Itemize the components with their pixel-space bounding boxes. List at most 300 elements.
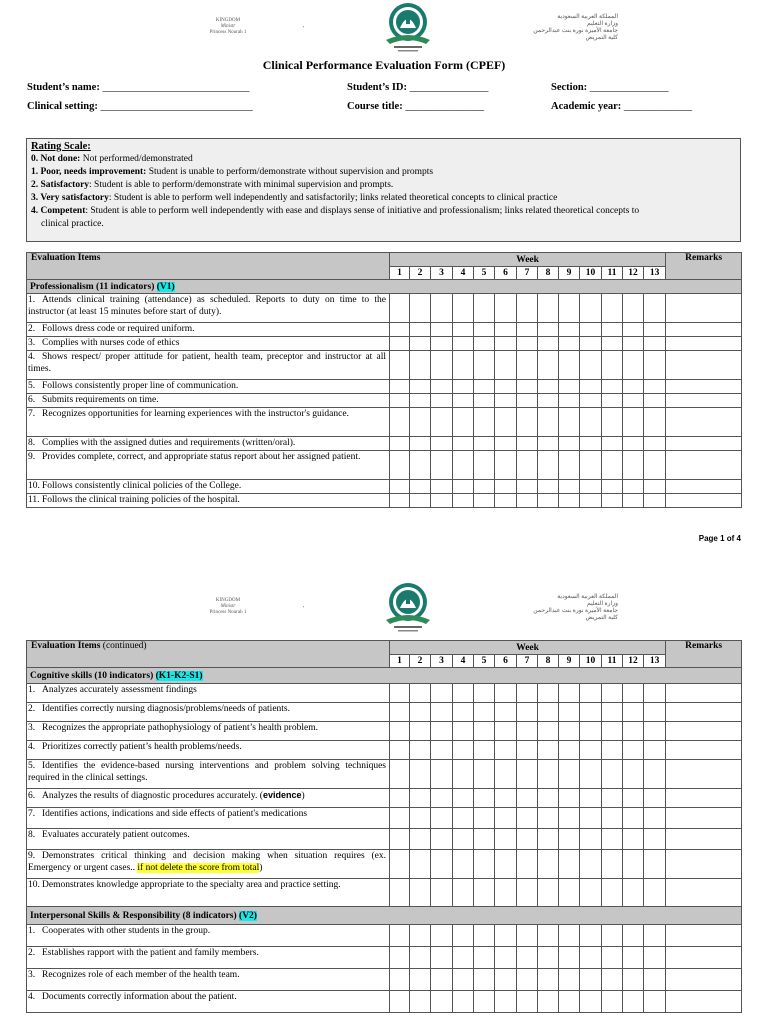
week-score-cell[interactable] <box>431 850 453 879</box>
week-score-cell[interactable] <box>517 947 538 969</box>
week-score-cell[interactable] <box>474 925 495 947</box>
week-score-cell[interactable] <box>644 323 666 337</box>
week-score-cell[interactable] <box>431 451 453 480</box>
week-score-cell[interactable] <box>410 684 431 703</box>
week-score-cell[interactable] <box>390 494 410 508</box>
week-score-cell[interactable] <box>453 408 474 437</box>
week-score-cell[interactable] <box>580 323 602 337</box>
week-score-cell[interactable] <box>538 991 559 1013</box>
week-score-cell[interactable] <box>453 394 474 408</box>
week-score-cell[interactable] <box>559 789 580 808</box>
week-score-cell[interactable] <box>517 829 538 850</box>
week-score-cell[interactable] <box>495 808 517 829</box>
week-score-cell[interactable] <box>453 337 474 351</box>
week-score-cell[interactable] <box>623 380 644 394</box>
week-score-cell[interactable] <box>410 494 431 508</box>
week-score-cell[interactable] <box>410 394 431 408</box>
week-score-cell[interactable] <box>431 722 453 741</box>
week-score-cell[interactable] <box>431 437 453 451</box>
week-score-cell[interactable] <box>410 323 431 337</box>
week-score-cell[interactable] <box>431 829 453 850</box>
week-score-cell[interactable] <box>580 969 602 991</box>
week-score-cell[interactable] <box>495 879 517 907</box>
week-score-cell[interactable] <box>474 760 495 789</box>
remarks-cell[interactable] <box>666 722 742 741</box>
week-score-cell[interactable] <box>517 480 538 494</box>
week-score-cell[interactable] <box>390 703 410 722</box>
week-score-cell[interactable] <box>410 294 431 323</box>
week-score-cell[interactable] <box>390 829 410 850</box>
week-score-cell[interactable] <box>538 494 559 508</box>
week-score-cell[interactable] <box>410 437 431 451</box>
student-id-field[interactable] <box>347 82 488 93</box>
week-score-cell[interactable] <box>580 879 602 907</box>
week-score-cell[interactable] <box>474 969 495 991</box>
week-score-cell[interactable] <box>495 323 517 337</box>
week-score-cell[interactable] <box>602 879 623 907</box>
week-score-cell[interactable] <box>390 684 410 703</box>
week-score-cell[interactable] <box>474 480 495 494</box>
week-score-cell[interactable] <box>538 741 559 760</box>
week-score-cell[interactable] <box>431 741 453 760</box>
week-score-cell[interactable] <box>580 380 602 394</box>
week-score-cell[interactable] <box>644 925 666 947</box>
remarks-cell[interactable] <box>666 323 742 337</box>
remarks-cell[interactable] <box>666 969 742 991</box>
week-score-cell[interactable] <box>644 451 666 480</box>
student-name-blank[interactable]: ____________________________ <box>102 82 250 93</box>
week-score-cell[interactable] <box>623 925 644 947</box>
week-score-cell[interactable] <box>474 351 495 380</box>
remarks-cell[interactable] <box>666 991 742 1013</box>
week-score-cell[interactable] <box>517 741 538 760</box>
week-score-cell[interactable] <box>431 947 453 969</box>
week-score-cell[interactable] <box>644 947 666 969</box>
week-score-cell[interactable] <box>623 351 644 380</box>
week-score-cell[interactable] <box>644 408 666 437</box>
week-score-cell[interactable] <box>644 829 666 850</box>
week-score-cell[interactable] <box>495 741 517 760</box>
week-score-cell[interactable] <box>453 380 474 394</box>
remarks-cell[interactable] <box>666 703 742 722</box>
week-score-cell[interactable] <box>453 925 474 947</box>
week-score-cell[interactable] <box>580 760 602 789</box>
week-score-cell[interactable] <box>644 722 666 741</box>
week-score-cell[interactable] <box>431 351 453 380</box>
week-score-cell[interactable] <box>644 480 666 494</box>
week-score-cell[interactable] <box>538 789 559 808</box>
week-score-cell[interactable] <box>538 408 559 437</box>
week-score-cell[interactable] <box>623 294 644 323</box>
week-score-cell[interactable] <box>644 760 666 789</box>
week-score-cell[interactable] <box>431 294 453 323</box>
week-score-cell[interactable] <box>410 760 431 789</box>
week-score-cell[interactable] <box>390 451 410 480</box>
week-score-cell[interactable] <box>580 294 602 323</box>
week-score-cell[interactable] <box>517 451 538 480</box>
week-score-cell[interactable] <box>474 394 495 408</box>
week-score-cell[interactable] <box>474 879 495 907</box>
week-score-cell[interactable] <box>602 741 623 760</box>
week-score-cell[interactable] <box>623 969 644 991</box>
week-score-cell[interactable] <box>390 323 410 337</box>
week-score-cell[interactable] <box>453 991 474 1013</box>
week-score-cell[interactable] <box>559 991 580 1013</box>
week-score-cell[interactable] <box>538 829 559 850</box>
week-score-cell[interactable] <box>390 380 410 394</box>
week-score-cell[interactable] <box>390 925 410 947</box>
week-score-cell[interactable] <box>559 451 580 480</box>
week-score-cell[interactable] <box>559 294 580 323</box>
week-score-cell[interactable] <box>580 451 602 480</box>
week-score-cell[interactable] <box>602 925 623 947</box>
week-score-cell[interactable] <box>517 760 538 789</box>
week-score-cell[interactable] <box>623 437 644 451</box>
week-score-cell[interactable] <box>559 380 580 394</box>
week-score-cell[interactable] <box>431 480 453 494</box>
week-score-cell[interactable] <box>495 394 517 408</box>
week-score-cell[interactable] <box>644 351 666 380</box>
week-score-cell[interactable] <box>623 337 644 351</box>
week-score-cell[interactable] <box>474 991 495 1013</box>
week-score-cell[interactable] <box>453 351 474 380</box>
week-score-cell[interactable] <box>431 760 453 789</box>
week-score-cell[interactable] <box>495 925 517 947</box>
week-score-cell[interactable] <box>474 684 495 703</box>
student-id-blank[interactable]: _______________ <box>409 82 489 93</box>
week-score-cell[interactable] <box>453 494 474 508</box>
week-score-cell[interactable] <box>517 808 538 829</box>
week-score-cell[interactable] <box>410 451 431 480</box>
remarks-cell[interactable] <box>666 808 742 829</box>
remarks-cell[interactable] <box>666 760 742 789</box>
week-score-cell[interactable] <box>517 879 538 907</box>
week-score-cell[interactable] <box>474 722 495 741</box>
week-score-cell[interactable] <box>580 408 602 437</box>
week-score-cell[interactable] <box>602 722 623 741</box>
week-score-cell[interactable] <box>644 741 666 760</box>
week-score-cell[interactable] <box>390 760 410 789</box>
week-score-cell[interactable] <box>431 380 453 394</box>
week-score-cell[interactable] <box>538 323 559 337</box>
week-score-cell[interactable] <box>559 351 580 380</box>
remarks-cell[interactable] <box>666 451 742 480</box>
week-score-cell[interactable] <box>390 991 410 1013</box>
academic-year-blank[interactable]: _____________ <box>623 101 693 112</box>
week-score-cell[interactable] <box>453 451 474 480</box>
week-score-cell[interactable] <box>602 829 623 850</box>
week-score-cell[interactable] <box>623 789 644 808</box>
week-score-cell[interactable] <box>602 703 623 722</box>
week-score-cell[interactable] <box>559 741 580 760</box>
remarks-cell[interactable] <box>666 294 742 323</box>
week-score-cell[interactable] <box>474 451 495 480</box>
week-score-cell[interactable] <box>431 337 453 351</box>
academic-year-field[interactable] <box>551 101 692 112</box>
week-score-cell[interactable] <box>474 337 495 351</box>
week-score-cell[interactable] <box>474 437 495 451</box>
week-score-cell[interactable] <box>453 789 474 808</box>
week-score-cell[interactable] <box>453 684 474 703</box>
remarks-cell[interactable] <box>666 351 742 380</box>
week-score-cell[interactable] <box>644 380 666 394</box>
week-score-cell[interactable] <box>623 323 644 337</box>
week-score-cell[interactable] <box>390 437 410 451</box>
remarks-cell[interactable] <box>666 741 742 760</box>
section-blank[interactable]: _______________ <box>589 82 669 93</box>
week-score-cell[interactable] <box>431 394 453 408</box>
week-score-cell[interactable] <box>580 947 602 969</box>
week-score-cell[interactable] <box>431 991 453 1013</box>
week-score-cell[interactable] <box>453 947 474 969</box>
week-score-cell[interactable] <box>495 947 517 969</box>
week-score-cell[interactable] <box>453 879 474 907</box>
week-score-cell[interactable] <box>559 337 580 351</box>
week-score-cell[interactable] <box>538 480 559 494</box>
week-score-cell[interactable] <box>580 351 602 380</box>
week-score-cell[interactable] <box>495 789 517 808</box>
week-score-cell[interactable] <box>644 703 666 722</box>
week-score-cell[interactable] <box>580 789 602 808</box>
week-score-cell[interactable] <box>538 337 559 351</box>
week-score-cell[interactable] <box>453 850 474 879</box>
week-score-cell[interactable] <box>538 437 559 451</box>
week-score-cell[interactable] <box>623 408 644 437</box>
week-score-cell[interactable] <box>538 808 559 829</box>
week-score-cell[interactable] <box>602 323 623 337</box>
week-score-cell[interactable] <box>580 437 602 451</box>
week-score-cell[interactable] <box>644 337 666 351</box>
week-score-cell[interactable] <box>474 408 495 437</box>
week-score-cell[interactable] <box>602 480 623 494</box>
remarks-cell[interactable] <box>666 494 742 508</box>
week-score-cell[interactable] <box>495 408 517 437</box>
week-score-cell[interactable] <box>410 969 431 991</box>
week-score-cell[interactable] <box>410 879 431 907</box>
remarks-cell[interactable] <box>666 684 742 703</box>
week-score-cell[interactable] <box>495 451 517 480</box>
week-score-cell[interactable] <box>602 494 623 508</box>
week-score-cell[interactable] <box>623 394 644 408</box>
week-score-cell[interactable] <box>644 879 666 907</box>
week-score-cell[interactable] <box>644 294 666 323</box>
week-score-cell[interactable] <box>580 722 602 741</box>
week-score-cell[interactable] <box>602 451 623 480</box>
week-score-cell[interactable] <box>538 760 559 789</box>
week-score-cell[interactable] <box>410 850 431 879</box>
week-score-cell[interactable] <box>453 741 474 760</box>
clinical-setting-blank[interactable]: _____________________________ <box>100 101 253 112</box>
week-score-cell[interactable] <box>410 947 431 969</box>
week-score-cell[interactable] <box>623 829 644 850</box>
week-score-cell[interactable] <box>602 437 623 451</box>
week-score-cell[interactable] <box>517 850 538 879</box>
week-score-cell[interactable] <box>495 337 517 351</box>
week-score-cell[interactable] <box>602 684 623 703</box>
week-score-cell[interactable] <box>559 829 580 850</box>
week-score-cell[interactable] <box>559 850 580 879</box>
week-score-cell[interactable] <box>495 294 517 323</box>
week-score-cell[interactable] <box>495 380 517 394</box>
week-score-cell[interactable] <box>580 684 602 703</box>
week-score-cell[interactable] <box>559 703 580 722</box>
remarks-cell[interactable] <box>666 829 742 850</box>
week-score-cell[interactable] <box>559 947 580 969</box>
week-score-cell[interactable] <box>431 808 453 829</box>
week-score-cell[interactable] <box>431 494 453 508</box>
week-score-cell[interactable] <box>644 850 666 879</box>
week-score-cell[interactable] <box>517 294 538 323</box>
week-score-cell[interactable] <box>410 829 431 850</box>
week-score-cell[interactable] <box>644 969 666 991</box>
week-score-cell[interactable] <box>602 294 623 323</box>
remarks-cell[interactable] <box>666 850 742 879</box>
week-score-cell[interactable] <box>517 991 538 1013</box>
week-score-cell[interactable] <box>538 850 559 879</box>
week-score-cell[interactable] <box>644 808 666 829</box>
week-score-cell[interactable] <box>517 351 538 380</box>
week-score-cell[interactable] <box>559 879 580 907</box>
week-score-cell[interactable] <box>538 925 559 947</box>
week-score-cell[interactable] <box>623 722 644 741</box>
week-score-cell[interactable] <box>538 380 559 394</box>
week-score-cell[interactable] <box>580 480 602 494</box>
week-score-cell[interactable] <box>453 969 474 991</box>
week-score-cell[interactable] <box>538 294 559 323</box>
week-score-cell[interactable] <box>538 394 559 408</box>
week-score-cell[interactable] <box>580 850 602 879</box>
week-score-cell[interactable] <box>390 808 410 829</box>
week-score-cell[interactable] <box>495 829 517 850</box>
week-score-cell[interactable] <box>602 760 623 789</box>
week-score-cell[interactable] <box>410 722 431 741</box>
week-score-cell[interactable] <box>390 480 410 494</box>
week-score-cell[interactable] <box>623 947 644 969</box>
week-score-cell[interactable] <box>410 480 431 494</box>
week-score-cell[interactable] <box>474 829 495 850</box>
week-score-cell[interactable] <box>517 437 538 451</box>
week-score-cell[interactable] <box>390 850 410 879</box>
week-score-cell[interactable] <box>410 337 431 351</box>
week-score-cell[interactable] <box>580 741 602 760</box>
week-score-cell[interactable] <box>453 294 474 323</box>
week-score-cell[interactable] <box>390 394 410 408</box>
week-score-cell[interactable] <box>623 850 644 879</box>
week-score-cell[interactable] <box>495 684 517 703</box>
week-score-cell[interactable] <box>623 760 644 789</box>
week-score-cell[interactable] <box>495 494 517 508</box>
remarks-cell[interactable] <box>666 789 742 808</box>
clinical-setting-field[interactable] <box>27 101 253 112</box>
week-score-cell[interactable] <box>580 808 602 829</box>
week-score-cell[interactable] <box>644 437 666 451</box>
section-field[interactable] <box>551 82 669 93</box>
remarks-cell[interactable] <box>666 408 742 437</box>
week-score-cell[interactable] <box>517 494 538 508</box>
week-score-cell[interactable] <box>580 703 602 722</box>
week-score-cell[interactable] <box>495 760 517 789</box>
week-score-cell[interactable] <box>538 722 559 741</box>
week-score-cell[interactable] <box>390 969 410 991</box>
week-score-cell[interactable] <box>644 494 666 508</box>
week-score-cell[interactable] <box>517 722 538 741</box>
week-score-cell[interactable] <box>517 925 538 947</box>
week-score-cell[interactable] <box>559 494 580 508</box>
week-score-cell[interactable] <box>410 808 431 829</box>
week-score-cell[interactable] <box>602 969 623 991</box>
week-score-cell[interactable] <box>453 760 474 789</box>
week-score-cell[interactable] <box>495 480 517 494</box>
week-score-cell[interactable] <box>602 850 623 879</box>
week-score-cell[interactable] <box>538 351 559 380</box>
week-score-cell[interactable] <box>495 351 517 380</box>
week-score-cell[interactable] <box>538 703 559 722</box>
week-score-cell[interactable] <box>390 294 410 323</box>
week-score-cell[interactable] <box>559 408 580 437</box>
week-score-cell[interactable] <box>431 684 453 703</box>
week-score-cell[interactable] <box>517 337 538 351</box>
week-score-cell[interactable] <box>474 850 495 879</box>
week-score-cell[interactable] <box>390 879 410 907</box>
week-score-cell[interactable] <box>580 494 602 508</box>
week-score-cell[interactable] <box>453 808 474 829</box>
week-score-cell[interactable] <box>580 394 602 408</box>
week-score-cell[interactable] <box>410 703 431 722</box>
week-score-cell[interactable] <box>390 408 410 437</box>
week-score-cell[interactable] <box>453 480 474 494</box>
week-score-cell[interactable] <box>623 494 644 508</box>
week-score-cell[interactable] <box>495 991 517 1013</box>
week-score-cell[interactable] <box>602 337 623 351</box>
week-score-cell[interactable] <box>602 394 623 408</box>
week-score-cell[interactable] <box>623 879 644 907</box>
week-score-cell[interactable] <box>390 789 410 808</box>
week-score-cell[interactable] <box>580 337 602 351</box>
week-score-cell[interactable] <box>517 684 538 703</box>
week-score-cell[interactable] <box>602 947 623 969</box>
week-score-cell[interactable] <box>602 808 623 829</box>
week-score-cell[interactable] <box>517 789 538 808</box>
week-score-cell[interactable] <box>623 451 644 480</box>
week-score-cell[interactable] <box>644 991 666 1013</box>
week-score-cell[interactable] <box>559 722 580 741</box>
week-score-cell[interactable] <box>495 969 517 991</box>
course-title-blank[interactable]: _______________ <box>405 101 485 112</box>
week-score-cell[interactable] <box>644 394 666 408</box>
remarks-cell[interactable] <box>666 480 742 494</box>
remarks-cell[interactable] <box>666 380 742 394</box>
week-score-cell[interactable] <box>602 789 623 808</box>
week-score-cell[interactable] <box>410 991 431 1013</box>
week-score-cell[interactable] <box>431 408 453 437</box>
week-score-cell[interactable] <box>390 741 410 760</box>
week-score-cell[interactable] <box>559 925 580 947</box>
week-score-cell[interactable] <box>495 722 517 741</box>
week-score-cell[interactable] <box>623 703 644 722</box>
week-score-cell[interactable] <box>474 789 495 808</box>
week-score-cell[interactable] <box>538 947 559 969</box>
week-score-cell[interactable] <box>410 380 431 394</box>
week-score-cell[interactable] <box>517 394 538 408</box>
week-score-cell[interactable] <box>453 323 474 337</box>
week-score-cell[interactable] <box>410 925 431 947</box>
week-score-cell[interactable] <box>431 879 453 907</box>
week-score-cell[interactable] <box>623 808 644 829</box>
week-score-cell[interactable] <box>559 684 580 703</box>
week-score-cell[interactable] <box>474 380 495 394</box>
remarks-cell[interactable] <box>666 337 742 351</box>
remarks-cell[interactable] <box>666 879 742 907</box>
